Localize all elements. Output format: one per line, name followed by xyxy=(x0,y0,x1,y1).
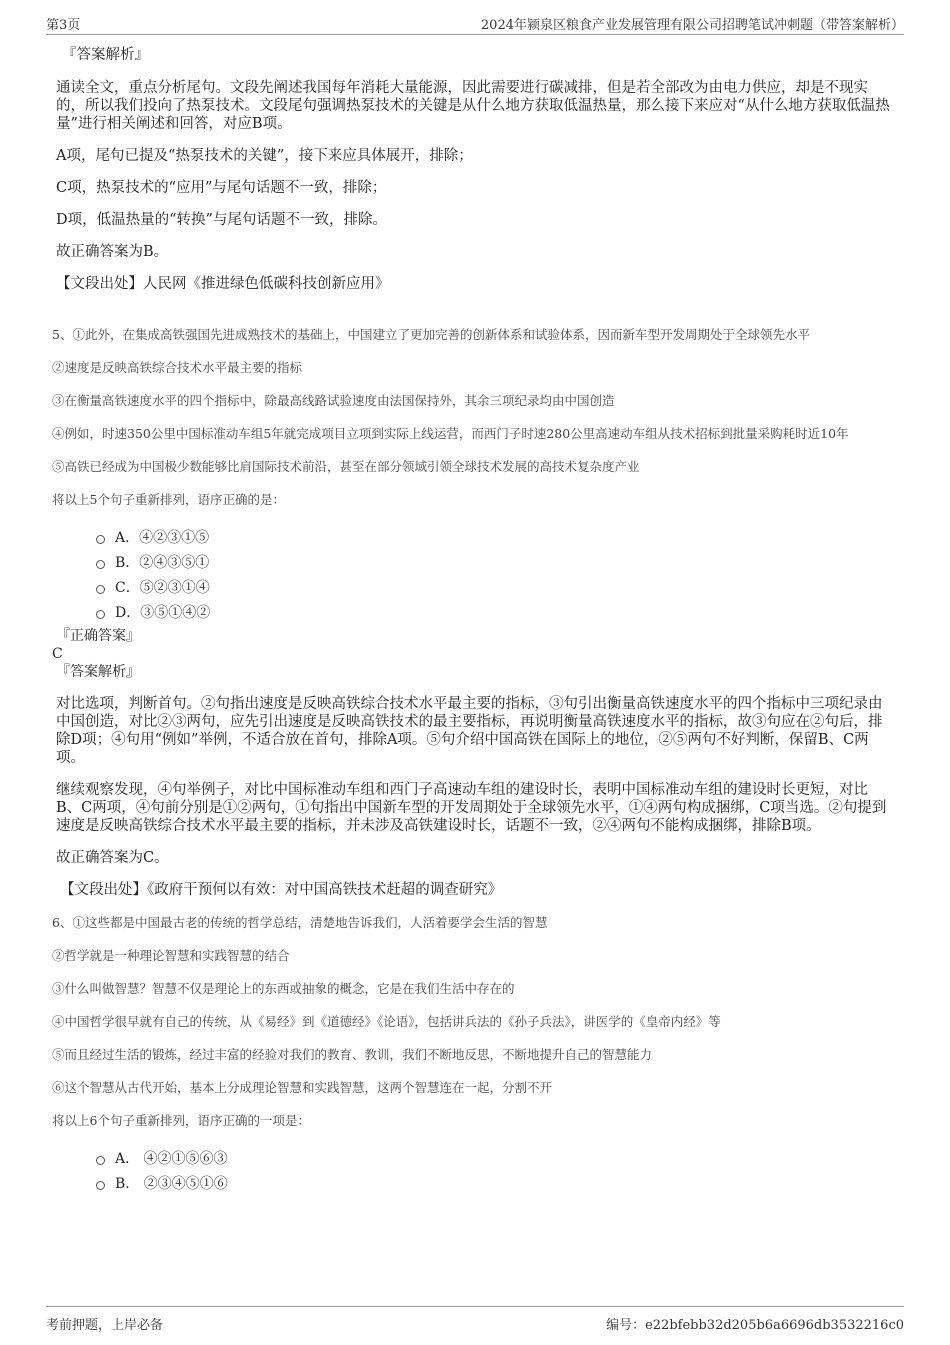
option-label: A． ④②①⑤⑥③ xyxy=(115,1150,228,1167)
question-sentence: 6、①这些都是中国最古老的传统的哲学总结，清楚地告诉我们，人活着要学会生活的智慧 xyxy=(52,915,548,930)
answer-conclusion: 故正确答案为B。 xyxy=(56,244,169,260)
question-sentence: ③在衡量高铁速度水平的四个指标中，除最高线路试验速度由法国保持外，其余三项纪录均由中国创造 xyxy=(52,393,615,408)
radio-button[interactable] xyxy=(96,1181,105,1190)
question-prompt: 将以上5个句子重新排列，语序正确的是： xyxy=(52,492,285,507)
option-label: B．②④③⑤① xyxy=(115,554,210,571)
option-b[interactable] xyxy=(96,1171,892,1196)
question-sentence: ②哲学就是一种理论智慧和实践智慧的结合 xyxy=(52,948,290,963)
option-d[interactable] xyxy=(96,600,892,625)
correct-answer: C xyxy=(52,646,63,662)
question-sentence: ③什么叫做智慧？智慧不仅是理论上的东西或抽象的概念，它是在我们生活中存在的 xyxy=(52,981,515,996)
option-c[interactable] xyxy=(96,575,892,600)
page-number: 第3页 xyxy=(46,18,81,33)
question-sentence: ⑥这个智慧从古代开始，基本上分成理论智慧和实践智慧，这两个智慧连在一起，分割不开 xyxy=(52,1080,553,1095)
source-citation: 【文段出处】人民网《推进绿色低碳科技创新应用》 xyxy=(56,276,390,292)
footer-slogan: 考前押题，上岸必备 xyxy=(46,1318,164,1333)
option-label: A．④②③①⑤ xyxy=(115,529,210,546)
question-sentence: ⑤而且经过生活的锻炼，经过丰富的经验对我们的教育、教训，我们不断地反思，不断地提升自己的智慧能力 xyxy=(52,1047,653,1062)
page-header xyxy=(46,14,904,35)
answer-options xyxy=(96,1146,892,1196)
document-body xyxy=(52,46,892,1196)
analysis-heading: 『答案解析』 xyxy=(56,664,140,680)
question-prompt: 将以上6个句子重新排列，语序正确的一项是： xyxy=(52,1113,310,1128)
answer-options xyxy=(96,525,892,625)
analysis-heading: 『答案解析』 xyxy=(62,47,149,63)
question-sentence: ⑤高铁已经成为中国极少数能够比肩国际技术前沿，甚至在部分领域引领全球技术发展的高技术复杂度产业 xyxy=(52,459,640,474)
option-label: B． ②③④⑤①⑥ xyxy=(115,1175,228,1192)
answer-conclusion: 故正确答案为C。 xyxy=(56,850,169,866)
option-label: D．③⑤①④② xyxy=(115,604,211,621)
radio-button[interactable] xyxy=(96,535,105,544)
radio-button[interactable] xyxy=(96,585,105,594)
analysis-paragraph: 对比选项，判断首句。②句指出速度是反映高铁综合技术水平最主要的指标，③句引出衡量高铁速度水平的四个指标中三项纪录由中国创造，对比②③两句，应先引出速度是反映高铁技术的最主要指标，再说明衡量高铁速度水平的指标，故③句应在②句后，排除D项；④句用“例如”举例，不适合放在首句，排除A项。⑤句介绍中国高铁在国际上的地位，②⑤两句不好判断，保留B、C两项。 xyxy=(56,696,883,766)
question-sentence: ④例如，时速350公里中国标准动车组5年就完成项目立项到实际上线运营，而西门子时速280公里高速动车组从技术招标到批量采购耗时近10年 xyxy=(52,426,849,441)
correct-answer-heading: 『正确答案』 xyxy=(56,628,140,644)
analysis-paragraph: 继续观察发现，④句举例子，对比中国标准动车组和西门子高速动车组的建设时长，表明中国标准动车组的建设时长更短，对比B、C两项，④句前分别是①②两句，①句指出中国新车型的开发周期处于全球领先水平，①④两句构成捆绑，C项当选。②句提到速度是反映高铁综合技术水平最主要的指标，并未涉及高铁建设时长，话题不一致，②④两句不能构成捆绑，排除B项。 xyxy=(56,782,887,834)
option-label: C．⑤②③①④ xyxy=(115,579,210,596)
analysis-paragraph: 通读全文，重点分析尾句。文段先阐述我国每年消耗大量能源，因此需要进行碳减排，但是若全部改为由电力供应，却是不现实的，所以我们投向了热泵技术。文段尾句强调热泵技术的关键是从什么地方获取低温热量，那么接下来应对“从什么地方获取低温热量”进行相关阐述和回答，对应B项。 xyxy=(56,80,890,132)
option-a[interactable] xyxy=(96,1146,892,1171)
question-sentence: ④中国哲学很早就有自己的传统，从《易经》到《道德经》《论语》，包括讲兵法的《孙子兵法》，讲医学的《皇帝内经》等 xyxy=(52,1014,721,1029)
source-citation: 【文段出处】《政府干预何以有效：对中国高铁技术赶超的调查研究》 xyxy=(60,882,503,898)
document-title: 2024年颍泉区粮食产业发展管理有限公司招聘笔试冲刺题（带答案解析） xyxy=(480,18,904,33)
radio-button[interactable] xyxy=(96,610,105,619)
analysis-paragraph: C项，热泵技术的“应用”与尾句话题不一致，排除； xyxy=(56,180,387,196)
radio-button[interactable] xyxy=(96,1156,105,1165)
analysis-paragraph: A项，尾句已提及“热泵技术的关键”，接下来应具体展开，排除； xyxy=(56,148,473,164)
document-id: 编号：e22bfebb32d205b6a6696db3532216c0 xyxy=(606,1318,904,1333)
option-a[interactable] xyxy=(96,525,892,550)
question-sentence: 5、①此外，在集成高铁强国先进成熟技术的基础上，中国建立了更加完善的创新体系和试验体系，因而新车型开发周期处于全球领先水平 xyxy=(52,327,810,342)
question-sentence: ②速度是反映高铁综合技术水平最主要的指标 xyxy=(52,360,303,375)
radio-button[interactable] xyxy=(96,560,105,569)
page-footer xyxy=(46,1306,904,1335)
option-b[interactable] xyxy=(96,550,892,575)
analysis-paragraph: D项，低温热量的“转换”与尾句话题不一致，排除。 xyxy=(56,212,387,228)
